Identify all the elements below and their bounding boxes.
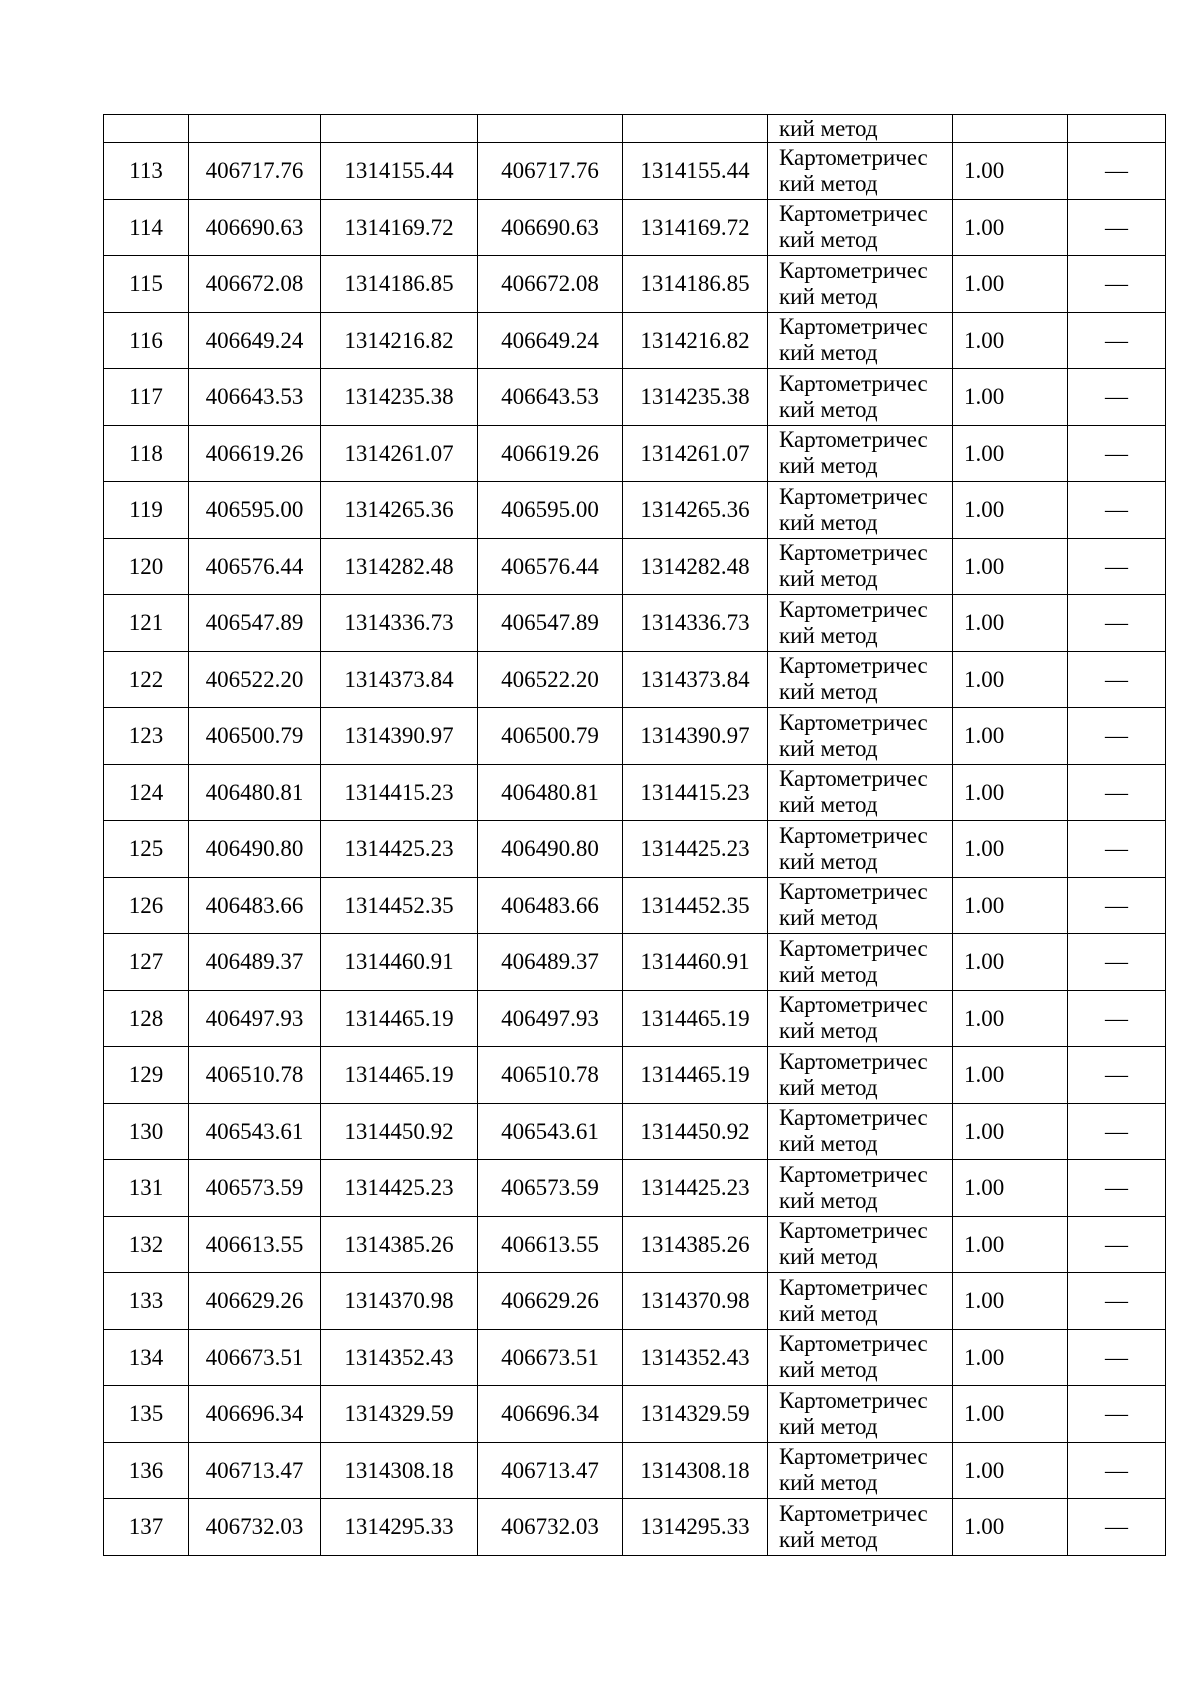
cell-y-refined: 1314452.35 <box>623 877 768 934</box>
cell-x-existing <box>189 115 321 143</box>
method-line1: Картометричес <box>779 1105 928 1131</box>
cell-accuracy: 1.00 <box>953 1386 1068 1443</box>
method-line1: Картометричес <box>779 483 928 509</box>
cell-method <box>768 708 953 765</box>
method-line1: Картометричес <box>779 1161 928 1187</box>
cell-y-refined: 1314336.73 <box>623 595 768 652</box>
method-line1: Картометричес <box>779 201 928 227</box>
cell-y-existing: 1314169.72 <box>321 199 478 256</box>
cell-note: — <box>1068 1329 1166 1386</box>
cell-x-refined: 406672.08 <box>478 256 623 313</box>
cell-x-refined: 406690.63 <box>478 199 623 256</box>
table-row <box>104 482 1166 539</box>
cell-accuracy: 1.00 <box>953 877 1068 934</box>
method-line1: Картометричес <box>779 144 928 170</box>
method-line1: Картометричес <box>779 540 928 566</box>
cell-y-refined: 1314465.19 <box>623 1047 768 1104</box>
cell-x-existing: 406696.34 <box>189 1386 321 1443</box>
cell-point-number: 130 <box>104 1103 189 1160</box>
cell-x-refined: 406483.66 <box>478 877 623 934</box>
method-line2: кий метод <box>779 792 878 818</box>
method-line2: кий метод <box>779 283 878 309</box>
cell-point-number: 132 <box>104 1216 189 1273</box>
cell-method <box>768 1329 953 1386</box>
table-row <box>104 1442 1166 1499</box>
cell-x-existing: 406613.55 <box>189 1216 321 1273</box>
cell-accuracy: 1.00 <box>953 1216 1068 1273</box>
cell-y-existing: 1314460.91 <box>321 934 478 991</box>
cell-accuracy: 1.00 <box>953 990 1068 1047</box>
cell-note: — <box>1068 708 1166 765</box>
cell-method <box>768 877 953 934</box>
cell-method <box>768 256 953 313</box>
cell-note: — <box>1068 1216 1166 1273</box>
method-line1: Картометричес <box>779 1444 928 1470</box>
cell-point-number: 118 <box>104 425 189 482</box>
method-line1: Картометричес <box>779 1048 928 1074</box>
cell-point-number: 120 <box>104 538 189 595</box>
method-line2: кий метод <box>779 1470 878 1496</box>
table-row <box>104 143 1166 200</box>
table-row <box>104 651 1166 708</box>
cell-x-existing: 406717.76 <box>189 143 321 200</box>
cell-accuracy: 1.00 <box>953 1047 1068 1104</box>
cell-x-existing: 406489.37 <box>189 934 321 991</box>
method-line2: кий метод <box>779 340 878 366</box>
cell-x-existing: 406510.78 <box>189 1047 321 1104</box>
cell-point-number: 136 <box>104 1442 189 1499</box>
cell-y-existing: 1314352.43 <box>321 1329 478 1386</box>
cell-method <box>768 538 953 595</box>
table-row <box>104 199 1166 256</box>
method-line1: Картометричес <box>779 1218 928 1244</box>
cell-y-existing: 1314216.82 <box>321 312 478 369</box>
cell-x-existing: 406573.59 <box>189 1160 321 1217</box>
cell-accuracy: 1.00 <box>953 1442 1068 1499</box>
cell-y-existing: 1314415.23 <box>321 764 478 821</box>
cell-x-existing: 406690.63 <box>189 199 321 256</box>
table-row <box>104 256 1166 313</box>
coordinates-table <box>103 114 1166 1556</box>
cell-point-number: 115 <box>104 256 189 313</box>
cell-method <box>768 595 953 652</box>
cell-point-number: 124 <box>104 764 189 821</box>
cell-x-refined: 406573.59 <box>478 1160 623 1217</box>
cell-y-existing: 1314186.85 <box>321 256 478 313</box>
cell-method <box>768 482 953 539</box>
cell-y-existing: 1314385.26 <box>321 1216 478 1273</box>
method-line1: Картометричес <box>779 1500 928 1526</box>
cell-x-existing: 406619.26 <box>189 425 321 482</box>
cell-y-existing: 1314308.18 <box>321 1442 478 1499</box>
table-row <box>104 764 1166 821</box>
cell-method <box>768 934 953 991</box>
method-line2: кий метод <box>779 622 878 648</box>
table-row <box>104 934 1166 991</box>
cell-note: — <box>1068 1273 1166 1330</box>
cell-y-refined: 1314450.92 <box>623 1103 768 1160</box>
cell-x-existing: 406713.47 <box>189 1442 321 1499</box>
cell-method <box>768 143 953 200</box>
cell-note: — <box>1068 312 1166 369</box>
method-line2: кий метод <box>779 227 878 253</box>
cell-note: — <box>1068 538 1166 595</box>
cell-point-number: 131 <box>104 1160 189 1217</box>
cell-note: — <box>1068 821 1166 878</box>
cell-accuracy: 1.00 <box>953 651 1068 708</box>
table-row <box>104 1273 1166 1330</box>
cell-accuracy: 1.00 <box>953 1329 1068 1386</box>
cell-accuracy: 1.00 <box>953 482 1068 539</box>
cell-note: — <box>1068 990 1166 1047</box>
cell-note: — <box>1068 1103 1166 1160</box>
cell-point-number: 122 <box>104 651 189 708</box>
cell-x-refined: 406522.20 <box>478 651 623 708</box>
method-line2: кий метод <box>779 1413 878 1439</box>
cell-y-existing: 1314465.19 <box>321 1047 478 1104</box>
cell-point-number: 125 <box>104 821 189 878</box>
table-row <box>104 821 1166 878</box>
cell-accuracy: 1.00 <box>953 934 1068 991</box>
cell-y-refined: 1314352.43 <box>623 1329 768 1386</box>
cell-x-existing: 406480.81 <box>189 764 321 821</box>
cell-accuracy: 1.00 <box>953 312 1068 369</box>
cell-point-number: 133 <box>104 1273 189 1330</box>
cell-x-existing: 406732.03 <box>189 1499 321 1556</box>
cell-note: — <box>1068 482 1166 539</box>
cell-method <box>768 1103 953 1160</box>
cell-method <box>768 312 953 369</box>
cell-y-refined: 1314385.26 <box>623 1216 768 1273</box>
cell-y-existing: 1314261.07 <box>321 425 478 482</box>
cell-x-existing: 406497.93 <box>189 990 321 1047</box>
cell-y-refined <box>623 115 768 143</box>
cell-method <box>768 1160 953 1217</box>
cell-y-existing: 1314295.33 <box>321 1499 478 1556</box>
method-line1: Картометричес <box>779 1331 928 1357</box>
cell-x-existing: 406522.20 <box>189 651 321 708</box>
method-line1: Картометричес <box>779 314 928 340</box>
cell-x-refined: 406510.78 <box>478 1047 623 1104</box>
cell-y-existing: 1314450.92 <box>321 1103 478 1160</box>
cell-point-number <box>104 115 189 143</box>
table-row <box>104 877 1166 934</box>
method-line2: кий метод <box>779 566 878 592</box>
method-line2: кий метод <box>779 170 878 196</box>
cell-note: — <box>1068 934 1166 991</box>
method-line2: кий метод <box>779 509 878 535</box>
cell-x-refined: 406629.26 <box>478 1273 623 1330</box>
cell-method <box>768 1386 953 1443</box>
cell-x-existing: 406673.51 <box>189 1329 321 1386</box>
cell-method <box>768 1216 953 1273</box>
table-row <box>104 369 1166 426</box>
method-line1: Картометричес <box>779 1274 928 1300</box>
cell-x-existing: 406672.08 <box>189 256 321 313</box>
cell-note: — <box>1068 1047 1166 1104</box>
cell-accuracy: 1.00 <box>953 538 1068 595</box>
cell-y-existing: 1314390.97 <box>321 708 478 765</box>
cell-accuracy: 1.00 <box>953 595 1068 652</box>
method-line1: Картометричес <box>779 879 928 905</box>
cell-point-number: 129 <box>104 1047 189 1104</box>
cell-x-refined: 406490.80 <box>478 821 623 878</box>
cell-method <box>768 821 953 878</box>
cell-y-refined: 1314261.07 <box>623 425 768 482</box>
method-line2: кий метод <box>779 905 878 931</box>
cell-note: — <box>1068 143 1166 200</box>
cell-accuracy: 1.00 <box>953 821 1068 878</box>
continuation-row <box>104 115 1166 143</box>
cell-point-number: 134 <box>104 1329 189 1386</box>
table-row <box>104 1499 1166 1556</box>
cell-accuracy: 1.00 <box>953 256 1068 313</box>
cell-x-refined: 406497.93 <box>478 990 623 1047</box>
cell-x-existing: 406500.79 <box>189 708 321 765</box>
method-line1: Картометричес <box>779 257 928 283</box>
cell-point-number: 119 <box>104 482 189 539</box>
table-row <box>104 1047 1166 1104</box>
cell-y-existing: 1314452.35 <box>321 877 478 934</box>
cell-y-refined: 1314425.23 <box>623 821 768 878</box>
method-line2: кий метод <box>779 1018 878 1044</box>
cell-accuracy <box>953 115 1068 143</box>
table-row <box>104 595 1166 652</box>
cell-x-existing: 406547.89 <box>189 595 321 652</box>
cell-x-refined: 406613.55 <box>478 1216 623 1273</box>
cell-y-existing: 1314265.36 <box>321 482 478 539</box>
cell-y-existing: 1314370.98 <box>321 1273 478 1330</box>
method-line1: Картометричес <box>779 370 928 396</box>
method-line2: кий метод <box>779 1357 878 1383</box>
cell-method <box>768 651 953 708</box>
cell-accuracy: 1.00 <box>953 1273 1068 1330</box>
cell-point-number: 126 <box>104 877 189 934</box>
cell-y-existing: 1314282.48 <box>321 538 478 595</box>
method-line1: Картометричес <box>779 596 928 622</box>
cell-y-refined: 1314415.23 <box>623 764 768 821</box>
method-line2: кий метод <box>779 1300 878 1326</box>
cell-note: — <box>1068 369 1166 426</box>
table-row <box>104 1160 1166 1217</box>
cell-x-refined: 406489.37 <box>478 934 623 991</box>
cell-x-refined: 406547.89 <box>478 595 623 652</box>
cell-point-number: 127 <box>104 934 189 991</box>
method-line2: кий метод <box>779 116 878 141</box>
cell-note: — <box>1068 764 1166 821</box>
method-line2: кий метод <box>779 1131 878 1157</box>
method-line2: кий метод <box>779 1526 878 1552</box>
cell-note: — <box>1068 1386 1166 1443</box>
cell-note: — <box>1068 425 1166 482</box>
cell-point-number: 123 <box>104 708 189 765</box>
cell-method <box>768 990 953 1047</box>
cell-note: — <box>1068 877 1166 934</box>
method-line1: Картометричес <box>779 653 928 679</box>
method-line1: Картометричес <box>779 822 928 848</box>
cell-x-existing: 406595.00 <box>189 482 321 539</box>
cell-x-existing: 406649.24 <box>189 312 321 369</box>
cell-y-existing: 1314329.59 <box>321 1386 478 1443</box>
cell-accuracy: 1.00 <box>953 369 1068 426</box>
cell-point-number: 135 <box>104 1386 189 1443</box>
method-line1: Картометричес <box>779 935 928 961</box>
cell-note: — <box>1068 1499 1166 1556</box>
cell-y-refined: 1314169.72 <box>623 199 768 256</box>
cell-x-refined: 406619.26 <box>478 425 623 482</box>
cell-y-existing: 1314373.84 <box>321 651 478 708</box>
table-row <box>104 990 1166 1047</box>
cell-x-refined: 406649.24 <box>478 312 623 369</box>
cell-x-existing: 406490.80 <box>189 821 321 878</box>
table-body <box>104 115 1166 1556</box>
cell-y-existing: 1314235.38 <box>321 369 478 426</box>
cell-method <box>768 1442 953 1499</box>
cell-point-number: 117 <box>104 369 189 426</box>
method-line2: кий метод <box>779 961 878 987</box>
cell-x-refined: 406543.61 <box>478 1103 623 1160</box>
method-line2: кий метод <box>779 1074 878 1100</box>
method-line1: Картометричес <box>779 1387 928 1413</box>
cell-point-number: 128 <box>104 990 189 1047</box>
cell-point-number: 137 <box>104 1499 189 1556</box>
cell-y-refined: 1314295.33 <box>623 1499 768 1556</box>
cell-x-existing: 406576.44 <box>189 538 321 595</box>
cell-y-existing <box>321 115 478 143</box>
method-line2: кий метод <box>779 1244 878 1270</box>
cell-accuracy: 1.00 <box>953 199 1068 256</box>
cell-method <box>768 425 953 482</box>
cell-y-refined: 1314265.36 <box>623 482 768 539</box>
cell-x-refined <box>478 115 623 143</box>
cell-accuracy: 1.00 <box>953 764 1068 821</box>
cell-y-refined: 1314373.84 <box>623 651 768 708</box>
cell-y-refined: 1314460.91 <box>623 934 768 991</box>
cell-x-refined: 406480.81 <box>478 764 623 821</box>
cell-y-existing: 1314336.73 <box>321 595 478 652</box>
cell-y-refined: 1314216.82 <box>623 312 768 369</box>
cell-note: — <box>1068 1160 1166 1217</box>
cell-y-existing: 1314155.44 <box>321 143 478 200</box>
method-line2: кий метод <box>779 735 878 761</box>
cell-method <box>768 1499 953 1556</box>
cell-accuracy: 1.00 <box>953 1160 1068 1217</box>
table-row <box>104 425 1166 482</box>
table-row <box>104 1216 1166 1273</box>
cell-y-refined: 1314329.59 <box>623 1386 768 1443</box>
cell-y-refined: 1314425.23 <box>623 1160 768 1217</box>
cell-x-refined: 406717.76 <box>478 143 623 200</box>
cell-x-refined: 406643.53 <box>478 369 623 426</box>
cell-x-refined: 406595.00 <box>478 482 623 539</box>
method-line2: кий метод <box>779 848 878 874</box>
method-line2: кий метод <box>779 1187 878 1213</box>
cell-y-existing: 1314425.23 <box>321 821 478 878</box>
cell-y-existing: 1314425.23 <box>321 1160 478 1217</box>
cell-y-existing: 1314465.19 <box>321 990 478 1047</box>
cell-y-refined: 1314235.38 <box>623 369 768 426</box>
table-row <box>104 1329 1166 1386</box>
cell-x-existing: 406483.66 <box>189 877 321 934</box>
cell-accuracy: 1.00 <box>953 1499 1068 1556</box>
method-line1: Картометричес <box>779 427 928 453</box>
cell-method <box>768 1273 953 1330</box>
table-row <box>104 1386 1166 1443</box>
cell-note: — <box>1068 256 1166 313</box>
cell-x-refined: 406732.03 <box>478 1499 623 1556</box>
cell-y-refined: 1314308.18 <box>623 1442 768 1499</box>
cell-method <box>768 115 953 143</box>
cell-method <box>768 764 953 821</box>
method-line2: кий метод <box>779 453 878 479</box>
cell-y-refined: 1314390.97 <box>623 708 768 765</box>
method-line2: кий метод <box>779 679 878 705</box>
cell-method <box>768 199 953 256</box>
cell-x-refined: 406713.47 <box>478 1442 623 1499</box>
cell-accuracy: 1.00 <box>953 143 1068 200</box>
cell-note: — <box>1068 651 1166 708</box>
cell-note: — <box>1068 595 1166 652</box>
method-line1: Картометричес <box>779 709 928 735</box>
cell-y-refined: 1314282.48 <box>623 538 768 595</box>
table-row <box>104 312 1166 369</box>
cell-point-number: 116 <box>104 312 189 369</box>
cell-method <box>768 369 953 426</box>
cell-note: — <box>1068 199 1166 256</box>
table-row <box>104 1103 1166 1160</box>
cell-point-number: 113 <box>104 143 189 200</box>
cell-note: — <box>1068 1442 1166 1499</box>
table-row <box>104 708 1166 765</box>
cell-x-existing: 406543.61 <box>189 1103 321 1160</box>
cell-x-refined: 406696.34 <box>478 1386 623 1443</box>
cell-point-number: 121 <box>104 595 189 652</box>
cell-accuracy: 1.00 <box>953 1103 1068 1160</box>
table-row <box>104 538 1166 595</box>
cell-note <box>1068 115 1166 143</box>
cell-accuracy: 1.00 <box>953 425 1068 482</box>
cell-y-refined: 1314186.85 <box>623 256 768 313</box>
cell-y-refined: 1314370.98 <box>623 1273 768 1330</box>
cell-x-existing: 406629.26 <box>189 1273 321 1330</box>
cell-x-refined: 406500.79 <box>478 708 623 765</box>
cell-accuracy: 1.00 <box>953 708 1068 765</box>
cell-x-refined: 406576.44 <box>478 538 623 595</box>
cell-point-number: 114 <box>104 199 189 256</box>
cell-x-refined: 406673.51 <box>478 1329 623 1386</box>
method-line2: кий метод <box>779 396 878 422</box>
cell-method <box>768 1047 953 1104</box>
cell-y-refined: 1314155.44 <box>623 143 768 200</box>
method-line1: Картометричес <box>779 992 928 1018</box>
cell-x-existing: 406643.53 <box>189 369 321 426</box>
cell-y-refined: 1314465.19 <box>623 990 768 1047</box>
method-line1: Картометричес <box>779 766 928 792</box>
